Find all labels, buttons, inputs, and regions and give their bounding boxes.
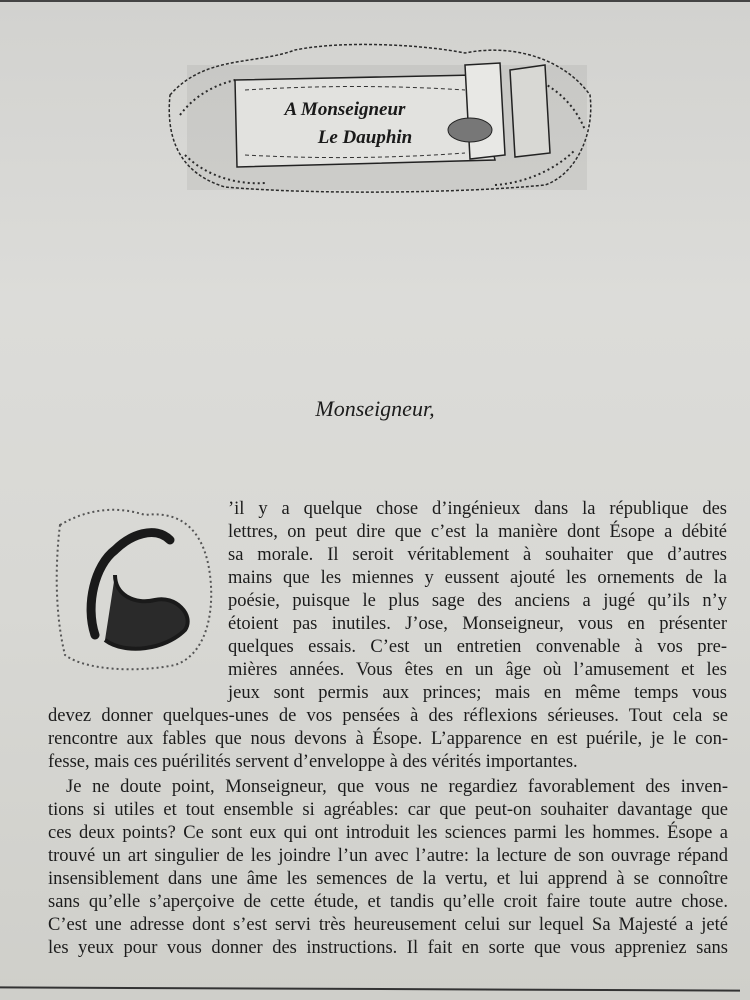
text-line: trouvé un art singulier de les joindre l’un avec l’autre: la lecture de son ouvrage répand	[48, 846, 728, 866]
text-line: fesse, mais ces puérilités servent d’enveloppe à des vérités importantes.	[48, 752, 578, 772]
text-line: sans qu’elle s’aperçoive de cette étude, et tandis qu’elle croit faire toute autre chose.	[48, 892, 728, 912]
text-line: lettres, on peut dire que c’est la manière dont Ésope a débité	[228, 522, 727, 542]
text-line: C’est une adresse dont s’est servi très heureusement celui sur lequel Sa Majesté a jeté	[48, 915, 728, 935]
text-line: tions si utiles et tout ensemble si agréables: car que peut-on souhaiter davantage que	[48, 800, 728, 820]
text-line: insensiblement dans une âme les semences de la vertu, et lui apprend à se connoître	[48, 869, 728, 889]
text-line: devez donner quelques-unes de vos pensées à des réflexions sérieuses. Tout cela se	[48, 706, 728, 726]
text-line: Je ne doute point, Monseigneur, que vous ne regardiez favorablement des inven-	[66, 777, 728, 797]
text-line: les yeux pour vous donner des instructions. Il fait en sorte que vous appreniez sans	[48, 938, 728, 958]
bottom-rule	[0, 986, 740, 991]
text-line: ces deux points? Ce sont eux qui ont introduit les sciences parmi les hommes. Ésope a	[48, 823, 728, 843]
dedication-vignette-illustration	[165, 35, 595, 195]
svg-text:Le Dauphin: Le Dauphin	[317, 127, 413, 148]
text-line: étoient pas inutiles. J’ose, Monseigneur, vous en présenter	[228, 614, 727, 634]
text-line: sa morale. Il seroit véritablement à souhaiter que d’autres	[228, 545, 727, 565]
text-line: rencontre aux fables que nous devons à Ésope. L’apparence en est puérile, je le con-	[48, 729, 728, 749]
text-line: jeux sont permis aux princes; mais en même temps vous	[228, 683, 727, 703]
text-line: poésie, puisque le plus sage des anciens a jugé qu’ils n’y	[228, 591, 727, 611]
salutation-heading: Monseigneur,	[315, 396, 435, 421]
svg-text:A Monseigneur: A Monseigneur	[284, 99, 406, 120]
text-line: quelques essais. C’est un entretien convenable à vos pre-	[228, 637, 727, 657]
text-line: ’il y a quelque chose d’ingénieux dans la république des	[228, 499, 727, 519]
top-rule	[0, 0, 750, 2]
text-line: mains que les miennes y eussent ajouté les ornements de la	[228, 568, 727, 588]
lettrine-illustration	[55, 505, 215, 673]
text-line: mières années. Vous êtes en un âge où l’amusement et les	[228, 660, 727, 680]
